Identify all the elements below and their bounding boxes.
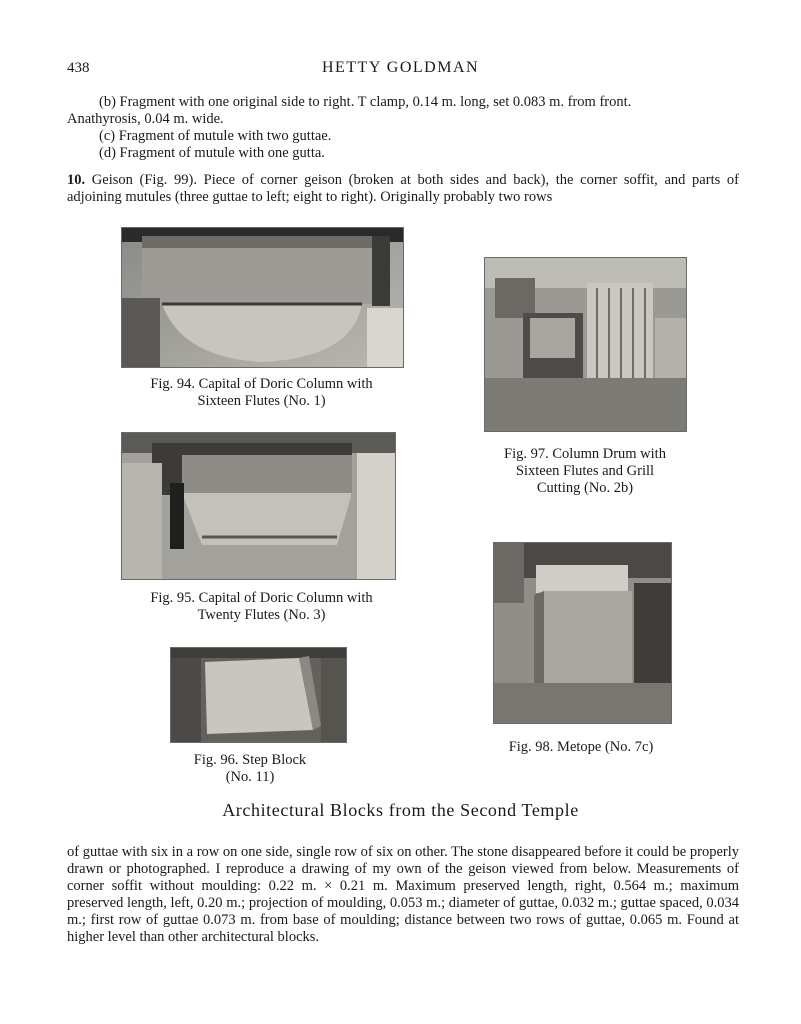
fig-96-caption (150, 752, 350, 786)
item-10-text: Geison (Fig. 99). Piece of corner geison (broken at both sides and back), the corner soffit, and parts of adjoining mutules (three guttae to left; eight to right). Originally probably two rows (67, 172, 739, 205)
item-b-line2: Anathyrosis, 0.04 m. wide. (67, 111, 224, 127)
fig-96-caption-line1: Fig. 96. Step Block (193, 752, 307, 768)
fig-94-caption (121, 376, 402, 410)
fig-97-photo (484, 257, 687, 432)
plate-title: Architectural Blocks from the Second Temple (222, 800, 579, 820)
fig-95-caption-line1: Fig. 95. Capital of Doric Column with (150, 590, 373, 606)
item-10-paragraph (67, 172, 739, 206)
fig-94-photo (121, 227, 404, 368)
fig-95-photo (121, 432, 396, 580)
fig-97-caption-line3: Cutting (No. 2b) (536, 480, 634, 496)
fig-94-caption-line1: Fig. 94. Capital of Doric Column with (150, 376, 373, 392)
continuation-paragraph: of guttae with six in a row on one side, single row of six on other. The stone disappeared before it could be properly drawn or photographed. I reproduce a drawing of my own of the geison viewed from below. Measurements of corner soffit without moulding: 0.22 m. × 0.21 m. Maximum preserved length, right, 0.564 m.; maximum preserved length, left, 0.20 m.; projection of moulding, 0.053 m.; diameter of guttae, 0.032 m.; guttae spaced, 0.034 m.; first row of guttae 0.073 m. from base of moulding; distance between two rows of guttae, 0.065 m. Found at higher level than other architectural blocks. (67, 844, 739, 945)
fig-97-caption (470, 446, 700, 497)
fig-98-caption (470, 739, 692, 756)
fig-96-photo (170, 647, 347, 743)
capital-sixteen-flutes-image (122, 228, 403, 367)
capital-twenty-flutes-image (122, 433, 395, 579)
fig-95-caption-line2: Twenty Flutes (No. 3) (197, 607, 326, 623)
item-c: (c) Fragment of mutule with two guttae. (99, 128, 332, 144)
fig-94-caption-line2: Sixteen Flutes (No. 1) (197, 393, 326, 409)
fig-95-caption (121, 590, 402, 624)
page-number: 438 (67, 60, 90, 76)
fig-98-caption-line1: Fig. 98. Metope (No. 7c) (508, 739, 654, 755)
item-b-line1: (b) Fragment with one original side to right. T clamp, 0.14 m. long, set 0.083 m. from front. (99, 94, 632, 110)
fig-98-photo (493, 542, 672, 724)
metope-image (494, 543, 671, 723)
item-10-number: 10. (67, 172, 86, 188)
fig-96-caption-line2: (No. 11) (225, 769, 275, 785)
running-title: HETTY GOLDMAN (321, 59, 480, 76)
column-drum-image (485, 258, 686, 431)
item-d: (d) Fragment of mutule with one gutta. (99, 145, 325, 161)
step-block-image (171, 648, 346, 742)
fig-97-caption-line1: Fig. 97. Column Drum with (504, 446, 666, 462)
fig-97-caption-line2: Sixteen Flutes and Grill (515, 463, 655, 479)
